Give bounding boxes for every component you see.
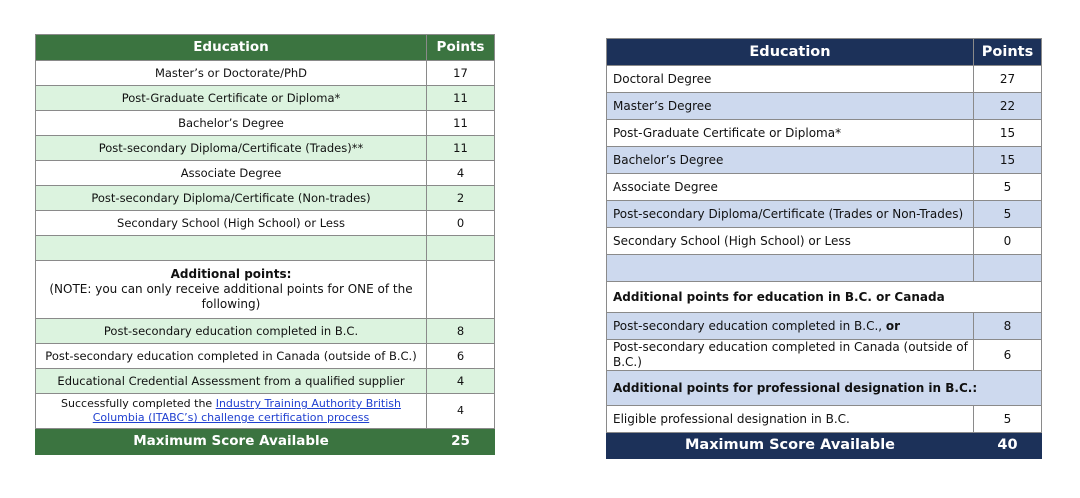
note-points-cell [427,261,495,319]
table-row [607,228,1042,255]
row-points: 4 [427,369,495,394]
row-points: 27 [974,66,1042,93]
spacer-cell [974,255,1042,282]
table-header-row [607,39,1042,66]
table-row [36,394,495,429]
row-points: 15 [974,147,1042,174]
table-row [607,201,1042,228]
additional-points-note-text: (NOTE: you can only receive additional points for ONE of the following) [49,282,413,311]
row-points: 6 [974,340,1042,371]
itabc-challenge-link[interactable]: Industry Training Authority British Columbia (ITABC’s) challenge certification process [92,397,401,424]
row-label-emphasis: or [885,318,901,333]
row-points: 6 [427,344,495,369]
row-points: 5 [974,174,1042,201]
row-label: Bachelor’s Degree [36,111,427,136]
row-label: Educational Credential Assessment from a qualified supplier [36,369,427,394]
section-heading-bc-canada: Additional points for education in B.C. or Canada [607,282,1042,313]
row-label: Secondary School (High School) or Less [36,211,427,236]
table-row [607,93,1042,120]
section-heading-professional: Additional points for professional designation in B.C.: [607,371,1042,406]
row-label: Associate Degree [607,174,974,201]
additional-points-note [36,261,427,319]
itabc-row-label [36,394,427,429]
table-row [607,313,1042,340]
table-row [607,340,1042,371]
row-points: 22 [974,93,1042,120]
additional-points-note-row [36,261,495,319]
table-row [607,147,1042,174]
max-score-value: 40 [974,433,1042,459]
max-score-label: Maximum Score Available [607,433,974,459]
row-points: 8 [427,319,495,344]
table-row [36,86,495,111]
row-points: 0 [427,211,495,236]
table-row [36,111,495,136]
max-score-label: Maximum Score Available [36,429,427,455]
row-points: 11 [427,86,495,111]
section-heading-row [607,371,1042,406]
points-column-header: Points [974,39,1042,66]
row-label-text: Post-secondary education completed in B.C., [613,318,886,333]
row-points: 11 [427,136,495,161]
points-column-header: Points [427,35,495,61]
row-label: Post-secondary Diploma/Certificate (Trades or Non-Trades) [607,201,974,228]
spacer-cell [607,255,974,282]
row-points: 15 [974,120,1042,147]
row-label: Post-secondary education completed in Canada (outside of B.C.) [36,344,427,369]
bc-education-points-table-navy [606,38,1042,459]
footer-row [607,433,1042,459]
spacer-cell [427,236,495,261]
table-row [36,319,495,344]
row-points: 4 [427,161,495,186]
spacer-row [36,236,495,261]
table-row [36,211,495,236]
footer-row [36,429,495,455]
additional-points-title: Additional points: [170,267,292,281]
max-score-value: 25 [427,429,495,455]
row-label: Doctoral Degree [607,66,974,93]
table-row [36,344,495,369]
table-row [36,369,495,394]
table-row [607,174,1042,201]
row-points: 2 [427,186,495,211]
spacer-row [607,255,1042,282]
section-heading-row [607,282,1042,313]
row-label: Master’s Degree [607,93,974,120]
row-label: Eligible professional designation in B.C. [607,406,974,433]
table-header-row [36,35,495,61]
row-label: Post-secondary education completed in B.C. [36,319,427,344]
row-label: Post-secondary Diploma/Certificate (Trades)** [36,136,427,161]
row-points: 17 [427,61,495,86]
row-label: Secondary School (High School) or Less [607,228,974,255]
itabc-prefix: Successfully completed the [61,397,216,411]
table-row [36,136,495,161]
row-label: Master’s or Doctorate/PhD [36,61,427,86]
table-row [36,61,495,86]
table-row [36,161,495,186]
table-row [607,120,1042,147]
row-points: 5 [974,406,1042,433]
bc-education-points-table-green [35,34,495,455]
table-row [607,406,1042,433]
row-label: Post-Graduate Certificate or Diploma* [36,86,427,111]
row-points: 4 [427,394,495,429]
row-points: 0 [974,228,1042,255]
row-points: 5 [974,201,1042,228]
row-label: Post-secondary education completed in Canada (outside of B.C.) [607,340,974,371]
row-points: 11 [427,111,495,136]
table-row [607,66,1042,93]
row-label [607,313,974,340]
education-column-header: Education [36,35,427,61]
row-label: Associate Degree [36,161,427,186]
table-row [36,186,495,211]
education-column-header: Education [607,39,974,66]
spacer-cell [36,236,427,261]
row-label: Post-Graduate Certificate or Diploma* [607,120,974,147]
row-label: Bachelor’s Degree [607,147,974,174]
row-points: 8 [974,313,1042,340]
row-label: Post-secondary Diploma/Certificate (Non-trades) [36,186,427,211]
